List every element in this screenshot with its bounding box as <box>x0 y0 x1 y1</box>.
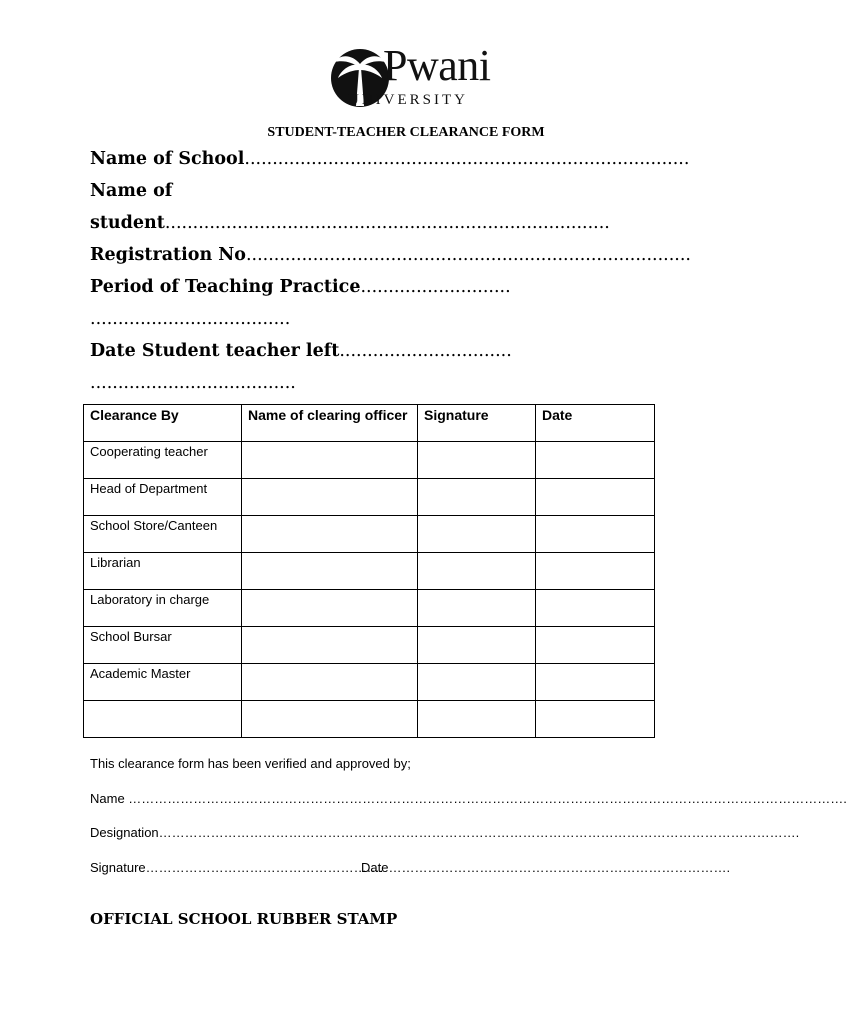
table-row <box>84 590 655 627</box>
header-date: Date <box>536 405 655 442</box>
field-dots: ..................................... <box>90 373 296 393</box>
university-logo <box>330 41 491 114</box>
signature-cell[interactable] <box>418 664 536 701</box>
date-cell[interactable] <box>536 701 655 738</box>
officer-name-cell[interactable] <box>242 516 418 553</box>
field-label: Registration No <box>90 245 246 265</box>
field-dots: ............................... <box>339 341 512 361</box>
table-row <box>84 627 655 664</box>
clearance-by-cell: Cooperating teacher <box>84 442 242 479</box>
field-label: Date Student teacher left <box>90 341 340 361</box>
signature-cell[interactable] <box>418 516 536 553</box>
field-date-continuation <box>90 372 296 394</box>
official-stamp-label: OFFICIAL SCHOOL RUBBER STAMP <box>90 910 398 928</box>
officer-name-cell[interactable] <box>242 701 418 738</box>
date-cell[interactable] <box>536 627 655 664</box>
signature-cell[interactable] <box>418 479 536 516</box>
clearance-by-cell: School Bursar <box>84 627 242 664</box>
header-clearance-by: Clearance By <box>84 405 242 442</box>
logo-wordmark: Pwani <box>383 41 491 90</box>
signature-cell[interactable] <box>418 590 536 627</box>
date-cell[interactable] <box>536 553 655 590</box>
table-header-row <box>84 405 655 442</box>
table-row <box>84 553 655 590</box>
officer-name-cell[interactable] <box>242 664 418 701</box>
approver-designation-line: Designation…………………………………………………………………………………………………………………………………. <box>90 825 800 840</box>
officer-name-cell[interactable] <box>242 590 418 627</box>
field-dots: ................................................................................ <box>164 213 610 233</box>
verified-statement: This clearance form has been verified and approved by; <box>90 756 411 771</box>
table-row <box>84 479 655 516</box>
approver-date-line: Date……………………………………………………………………. <box>361 860 731 875</box>
field-period-continuation <box>90 308 290 330</box>
field-label: Period of Teaching Practice <box>90 277 361 297</box>
field-label: Name of <box>90 181 173 201</box>
signature-cell[interactable] <box>418 701 536 738</box>
signature-cell[interactable] <box>418 553 536 590</box>
officer-name-cell[interactable] <box>242 442 418 479</box>
field-registration-no <box>90 244 691 266</box>
clearance-by-cell: Laboratory in charge <box>84 590 242 627</box>
clearance-by-cell: Academic Master <box>84 664 242 701</box>
clearance-by-cell <box>84 701 242 738</box>
date-cell[interactable] <box>536 516 655 553</box>
table-row <box>84 664 655 701</box>
date-cell[interactable] <box>536 664 655 701</box>
field-name-of <box>90 180 172 202</box>
signature-cell[interactable] <box>418 627 536 664</box>
field-student <box>90 212 610 234</box>
date-cell[interactable] <box>536 442 655 479</box>
officer-name-cell[interactable] <box>242 479 418 516</box>
clearance-by-cell: Librarian <box>84 553 242 590</box>
field-dots: ........................... <box>360 277 511 297</box>
field-label: student <box>90 213 165 233</box>
field-name-of-school <box>90 148 689 170</box>
clearance-table <box>83 404 655 738</box>
date-cell[interactable] <box>536 479 655 516</box>
officer-name-cell[interactable] <box>242 627 418 664</box>
approver-name-line: Name …………………………………………………………………………………………………………………………………………………. <box>90 791 847 806</box>
field-dots: ................................................................................ <box>245 245 691 265</box>
field-date-student-left <box>90 340 512 362</box>
header-name-of-clearing-officer: Name of clearing officer <box>242 405 418 442</box>
approver-signature-line: Signature………………………………………………. <box>90 860 384 875</box>
clearance-by-cell: Head of Department <box>84 479 242 516</box>
clearance-by-cell: School Store/Canteen <box>84 516 242 553</box>
officer-name-cell[interactable] <box>242 553 418 590</box>
date-cell[interactable] <box>536 590 655 627</box>
table-row <box>84 442 655 479</box>
field-dots: ................................................................................ <box>244 149 690 169</box>
header-signature: Signature <box>418 405 536 442</box>
field-label: Name of School <box>90 149 245 169</box>
field-dots: .................................... <box>90 309 291 329</box>
table-row <box>84 516 655 553</box>
form-title: STUDENT-TEACHER CLEARANCE FORM <box>267 125 545 140</box>
field-period-of-teaching-practice <box>90 276 511 298</box>
logo-subtitle: UNIVERSITY <box>348 92 468 108</box>
table-row <box>84 701 655 738</box>
signature-cell[interactable] <box>418 442 536 479</box>
